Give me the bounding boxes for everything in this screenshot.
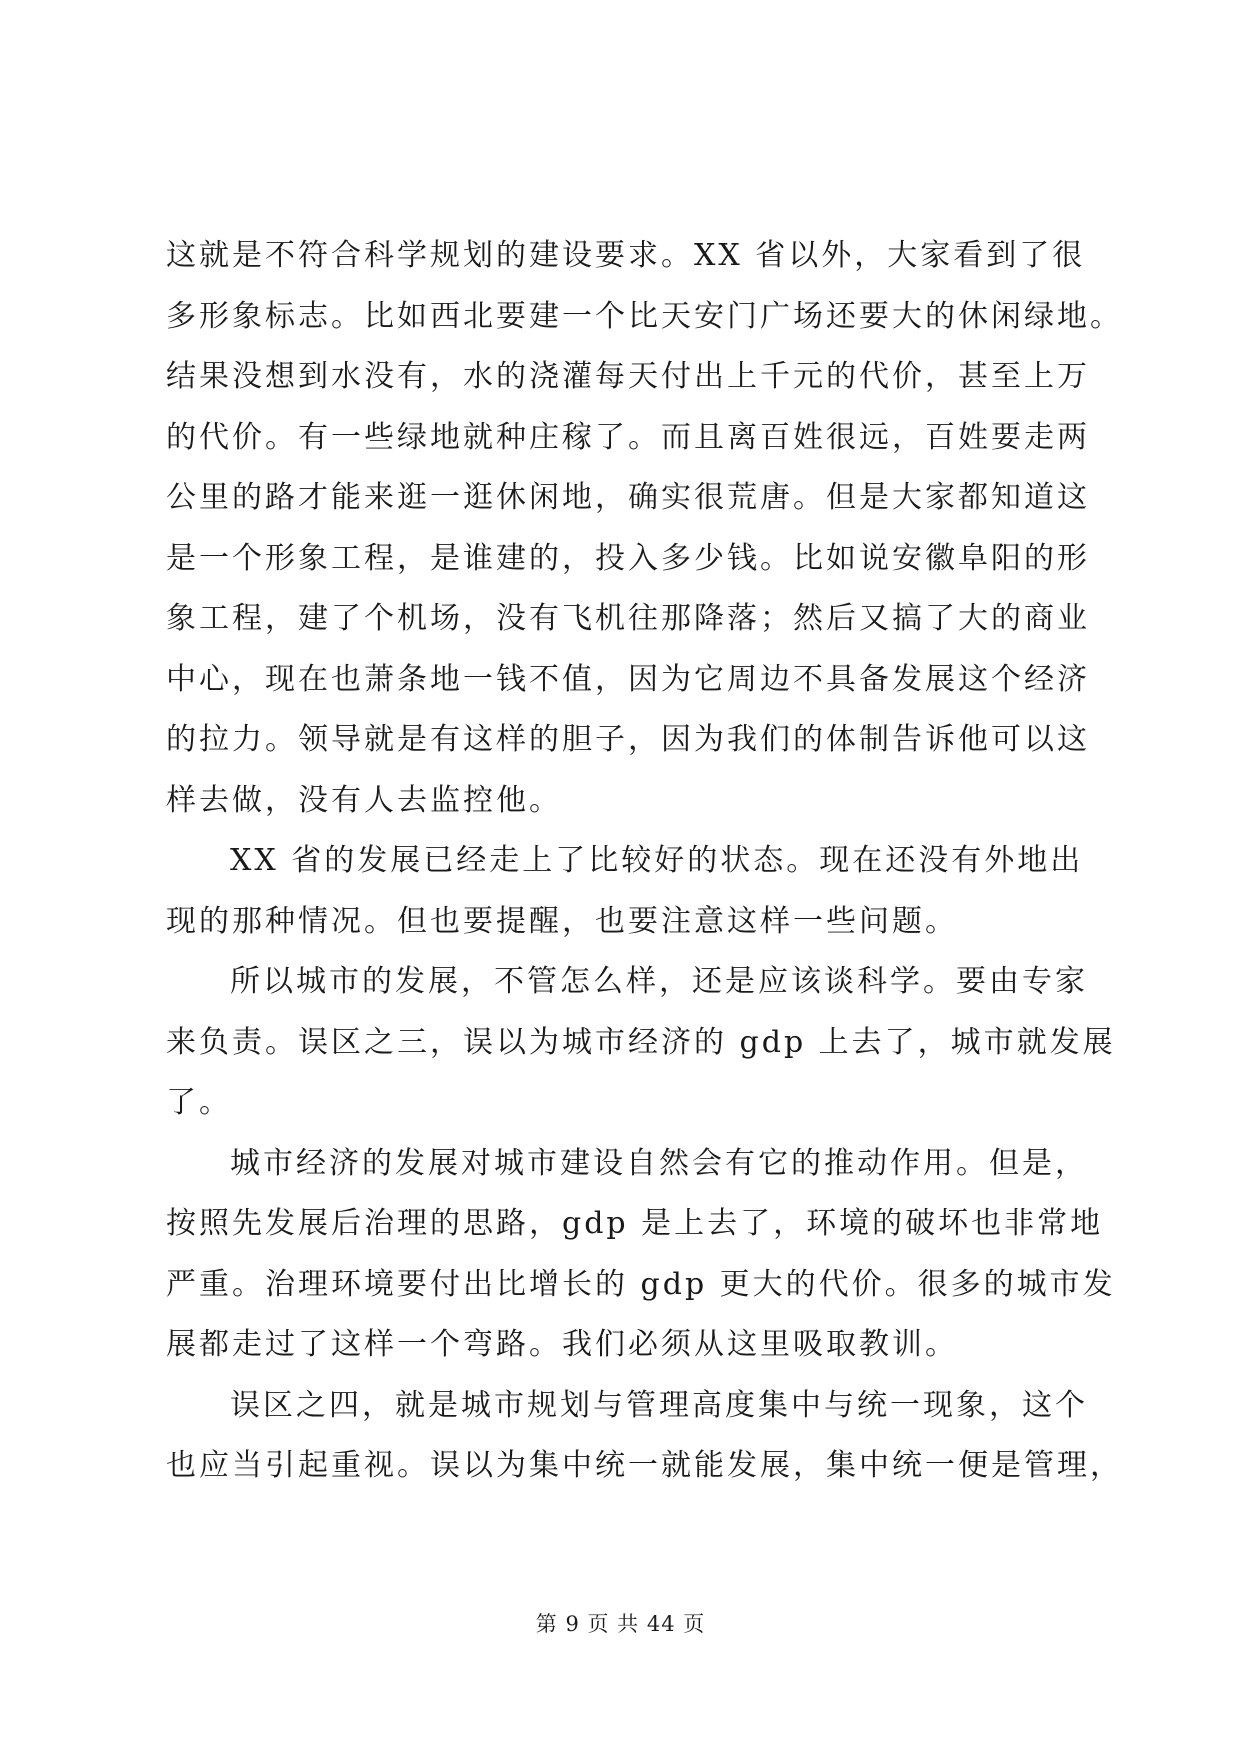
text-line: 的拉力。领导就是有这样的胆子，因为我们的体制告诉他可以这 bbox=[166, 722, 1090, 757]
text-line: 展都走过了这样一个弯路。我们必须从这里吸取教训。 bbox=[166, 1327, 958, 1362]
paragraph-start-line: 误区之四，就是城市规划与管理高度集中与统一现象，这个 bbox=[230, 1387, 1088, 1423]
text-line: 现的那种情况。但也要提醒，也要注意这样一些问题。 bbox=[166, 903, 958, 939]
text-line: 的代价。有一些绿地就种庄稼了。而且离百姓很远，百姓要走两 bbox=[166, 419, 1090, 455]
paragraph-start-line: XX 省的发展已经走上了比较好的状态。现在还没有外地出 bbox=[230, 843, 1084, 878]
page-footer: 第 9 页 共 44 页 bbox=[535, 1612, 706, 1636]
text-line: 是一个形象工程，是谁建的，投入多少钱。比如说安徽阜阳的形 bbox=[166, 540, 1090, 576]
text-line: 严重。治理环境要付出比增长的 gdp 更大的代价。很多的城市发 bbox=[166, 1266, 1116, 1302]
paragraph-start-line: 所以城市的发展，不管怎么样，还是应该谈科学。要由专家 bbox=[230, 964, 1088, 999]
text-line: 来负责。误区之三，误以为城市经济的 gdp 上去了，城市就发展 bbox=[166, 1024, 1116, 1060]
text-line: 样去做，没有人去监控他。 bbox=[166, 782, 562, 818]
text-line: 象工程，建了个机场，没有飞机往那降落；然后又搞了大的商业 bbox=[166, 601, 1090, 636]
text-line: 结果没想到水没有，水的浇灌每天付出上千元的代价，甚至上万 bbox=[166, 359, 1090, 394]
text-line: 多形象标志。比如西北要建一个比天安门广场还要大的休闲绿地。 bbox=[166, 298, 1123, 334]
text-line: 也应当引起重视。误以为集中统一就能发展，集中统一便是管理， bbox=[166, 1448, 1123, 1483]
text-line: 了。 bbox=[166, 1085, 232, 1120]
text-line: 这就是不符合科学规划的建设要求。XX 省以外，大家看到了很 bbox=[166, 238, 1086, 273]
text-line: 中心，现在也萧条地一钱不值，因为它周边不具备发展这个经济 bbox=[166, 661, 1090, 697]
paragraph-start-line: 城市经济的发展对城市建设自然会有它的推动作用。但是， bbox=[230, 1145, 1088, 1181]
text-line: 按照先发展后治理的思路，gdp 是上去了，环境的破坏也非常地 bbox=[166, 1206, 1104, 1241]
body-text bbox=[166, 231, 1123, 1502]
text-line: 公里的路才能来逛一逛休闲地，确实很荒唐。但是大家都知道这 bbox=[166, 480, 1090, 515]
